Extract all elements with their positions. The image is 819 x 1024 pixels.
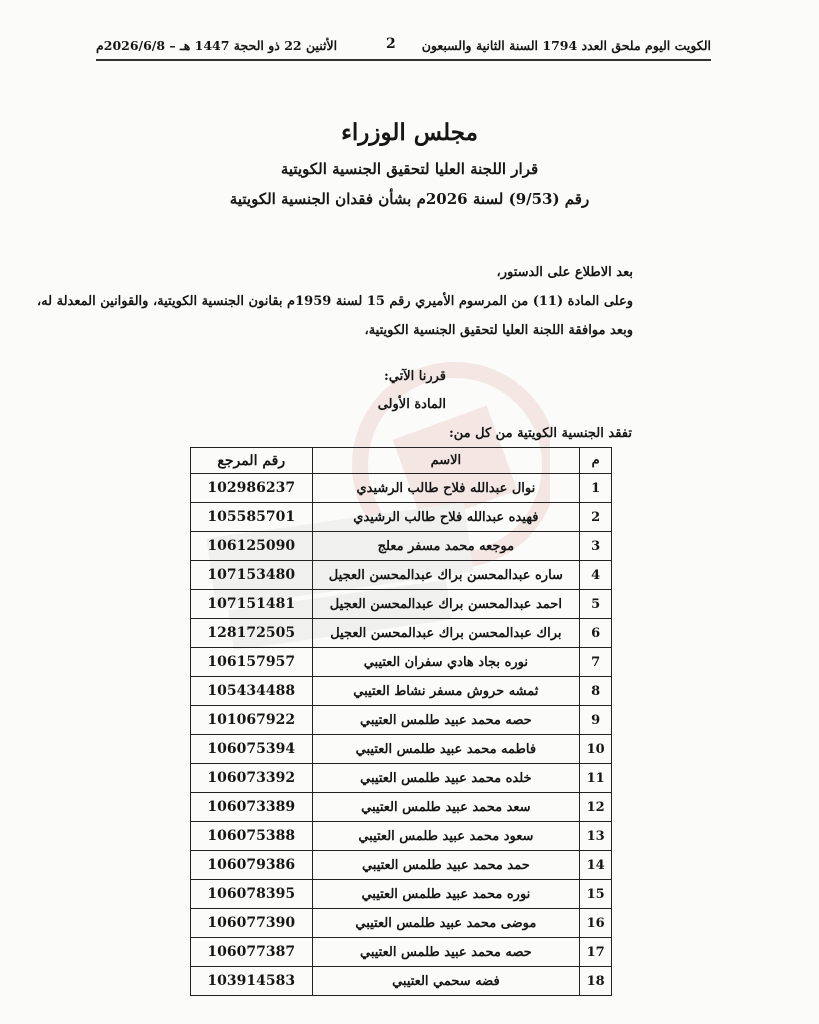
table-row [191,532,612,561]
row-num: 5 [580,590,612,619]
row-name: نوره بجاد هادي سفران العتيبي [312,648,580,677]
article-heading: المادة الأولى [377,397,446,412]
row-name: ثمشه حروش مسفر نشاط العتيبي [312,677,580,706]
row-num: 14 [580,851,612,880]
preamble-line: بعد الاطلاع على الدستور، [496,265,633,280]
row-num: 7 [580,648,612,677]
row-ref: 106075394 [191,735,313,764]
row-name: نوره محمد عبيد طلمس العتيبي [312,880,580,909]
decided-heading: قررنا الآتي: [383,369,446,384]
decision-number: رقم (9/53) لسنة 2026م بشأن فقدان الجنسية الكويتية [229,190,590,208]
row-num: 4 [580,561,612,590]
table-row [191,735,612,764]
row-name: حصه محمد عبيد طلمس العتيبي [312,706,580,735]
row-name: فاطمه محمد عبيد طلمس العتيبي [312,735,580,764]
gazette-header [96,36,711,60]
table-row [191,909,612,938]
row-name: احمد عبدالمحسن براك عبدالمحسن العجيل [312,590,580,619]
row-ref: 101067922 [191,706,313,735]
row-name: موجعه محمد مسفر معلج [312,532,580,561]
row-ref: 105434488 [191,677,313,706]
title-block [150,118,669,212]
decision-title: قرار اللجنة العليا لتحقيق الجنسية الكويتية [280,160,539,178]
table-row [191,677,612,706]
row-ref: 106075388 [191,822,313,851]
row-name: سعد محمد عبيد طلمس العتيبي [312,793,580,822]
table-row [191,793,612,822]
row-ref: 106073389 [191,793,313,822]
row-name: حمد محمد عبيد طلمس العتيبي [312,851,580,880]
header-num: م [580,448,612,474]
table-header-row [191,448,612,474]
header-page-number: 2 [386,36,396,52]
row-num: 16 [580,909,612,938]
page-title: مجلس الوزراء [341,119,478,146]
row-ref: 106157957 [191,648,313,677]
table-row [191,851,612,880]
row-name: خلده محمد عبيد طلمس العتيبي [312,764,580,793]
article-intro: تفقد الجنسية الكويتية من كل من: [448,426,632,441]
header-divider [96,59,711,61]
row-ref: 128172505 [191,619,313,648]
row-ref: 106077387 [191,938,313,967]
table-row [191,764,612,793]
row-ref: 105585701 [191,503,313,532]
row-name: نوال عبدالله فلاح طالب الرشيدي [312,474,580,503]
table-row [191,938,612,967]
table-row [191,474,612,503]
table-row [191,880,612,909]
row-num: 12 [580,793,612,822]
row-name: حصه محمد عبيد طلمس العتيبي [312,938,580,967]
row-num: 13 [580,822,612,851]
row-num: 6 [580,619,612,648]
row-name: ساره عبدالمحسن براك عبدالمحسن العجيل [312,561,580,590]
row-num: 10 [580,735,612,764]
table-row [191,822,612,851]
header-ref: رقم المرجع [191,448,313,474]
row-name: فضه سحمي العتيبي [312,967,580,996]
row-num: 15 [580,880,612,909]
row-ref: 106125090 [191,532,313,561]
table-row [191,648,612,677]
preamble [36,258,633,345]
table-row [191,590,612,619]
table-row [191,706,612,735]
header-name: الاسم [312,448,580,474]
table-row [191,619,612,648]
row-num: 8 [580,677,612,706]
row-name: سعود محمد عبيد طلمس العتيبي [312,822,580,851]
row-num: 9 [580,706,612,735]
persons-table [190,447,612,996]
row-ref: 106079386 [191,851,313,880]
row-num: 3 [580,532,612,561]
row-num: 17 [580,938,612,967]
table-row [191,503,612,532]
row-num: 1 [580,474,612,503]
row-num: 18 [580,967,612,996]
row-ref: 102986237 [191,474,313,503]
row-ref: 106078395 [191,880,313,909]
row-ref: 106073392 [191,764,313,793]
row-ref: 103914583 [191,967,313,996]
table-row [191,967,612,996]
row-num: 2 [580,503,612,532]
row-ref: 107153480 [191,561,313,590]
header-date: الأثنين 22 ذو الحجة 1447 هـ – 2026/6/8م [96,38,338,53]
row-num: 11 [580,764,612,793]
row-ref: 106077390 [191,909,313,938]
row-ref: 107151481 [191,590,313,619]
row-name: فهيده عبدالله فلاح طالب الرشيدي [312,503,580,532]
preamble-line: وعلى المادة (11) من المرسوم الأميري رقم 15 لسنة 1959م بقانون الجنسية الكويتية، والقوانين المعدلة له، [36,294,633,309]
header-issue: الكويت اليوم ملحق العدد 1794 السنة الثانية والسبعون [421,38,711,53]
row-name: براك عبدالمحسن براك عبدالمحسن العجيل [312,619,580,648]
row-name: موضى محمد عبيد طلمس العتيبي [312,909,580,938]
table-row [191,561,612,590]
preamble-line: وبعد موافقة اللجنة العليا لتحقيق الجنسية الكويتية، [364,323,633,338]
